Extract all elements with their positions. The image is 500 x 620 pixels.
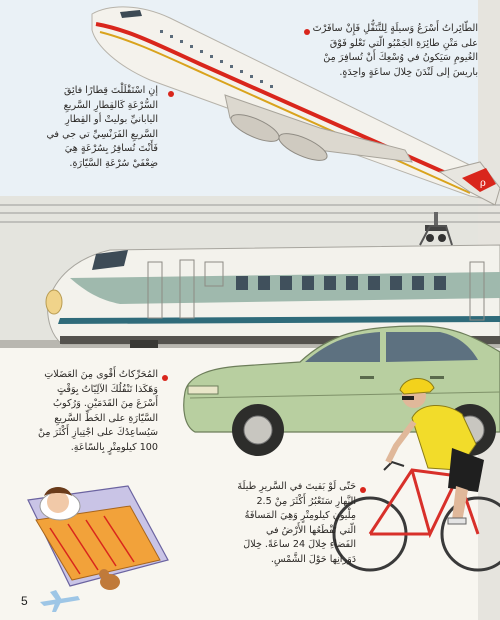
text-line: وَهَكَذا تَنْقُلُكَ الآلِيّاتُ بِوَقْتٍ bbox=[56, 383, 158, 395]
page-number: 5 bbox=[21, 594, 28, 608]
text-line: 100 كيلومِتْرٍ بِالسّاعَةِ. bbox=[70, 441, 158, 453]
paragraph-engines bbox=[8, 368, 158, 456]
paragraph-earth bbox=[194, 480, 356, 568]
text-line: سَيُساعِدُكَ على اجْتِيازِ أَكْثَرَ مِنْ bbox=[38, 427, 158, 439]
text-line: اليابانيِّ بوليتْ أو القِطارِ bbox=[65, 114, 158, 126]
text-line: دَوَرانِها حَوْلَ الشَّمْسِ. bbox=[270, 553, 356, 565]
text-line: أَسْرَعَ مِنَ القَدَمَيْنِ. وَرُكوبُ bbox=[53, 398, 158, 410]
text-line: السَّيّارَةِ على الخَطِّ السَّريعِ bbox=[54, 412, 158, 424]
bullet-trains bbox=[168, 91, 174, 97]
text-line: السُّرْعَةِ كَالقِطارِ السَّريعِ bbox=[63, 99, 158, 111]
text-line: النَّهارِ سَتَعْبُرُ أَكْثَرَ مِنْ 2.5 bbox=[256, 495, 356, 507]
text-line: الّتي تَقْطَعُها الأَرْضُ في bbox=[266, 524, 356, 536]
paragraph-planes bbox=[300, 22, 478, 80]
text-line: السَّريعِ الفَرَنْسِيِّ تي جي في bbox=[46, 128, 158, 140]
tail-logo: ρ bbox=[480, 178, 486, 189]
bullet-engines bbox=[162, 375, 168, 381]
text-line: الطّائِراتُ أَسْرَعُ وَسيلَةٍ لِلتَّنَقُّلِ فَإِنْ سافَرْتَ bbox=[312, 23, 478, 34]
text-line: إنِ اسْتَقْلَلْتَ قِطارًا فائِقَ bbox=[64, 85, 158, 96]
text-line: ضِعْفَيْ سُرْعَةِ السَّيّارَةِ. bbox=[69, 157, 158, 169]
bullet-earth bbox=[360, 487, 366, 493]
text-line: المُحَرِّكاتُ أَقْوى مِنَ العَضَلاتِ bbox=[44, 369, 158, 380]
text-line: على مَتْنِ طائِرَةِ الجَمْبُو الّتي تَعْلو فَوْقَ bbox=[329, 37, 478, 49]
text-line: حَتّى لَوْ بَقيتَ في السَّريرِ طيلَةَ bbox=[237, 481, 356, 492]
text-line: الفَضاءِ خِلالَ 24 ساعَةً. خِلالَ bbox=[243, 539, 356, 551]
paragraph-trains bbox=[18, 84, 158, 172]
text-line: فَأَنْتَ تُسافِرُ بِسُرْعَةٍ هِيَ bbox=[64, 143, 158, 155]
text-line: مِلْيونِ كيلومِتْرٍ وَهِيَ المَسافَةُ bbox=[244, 510, 356, 522]
text-line: الغُيومِ سَيَكونُ في وُسْعِكَ أَنْ تُسافِرَ مِنْ bbox=[323, 52, 478, 64]
text-line: باريسَ إلى لَنْدَنَ خِلالَ ساعَةٍ واحِدَةٍ. bbox=[339, 66, 478, 78]
